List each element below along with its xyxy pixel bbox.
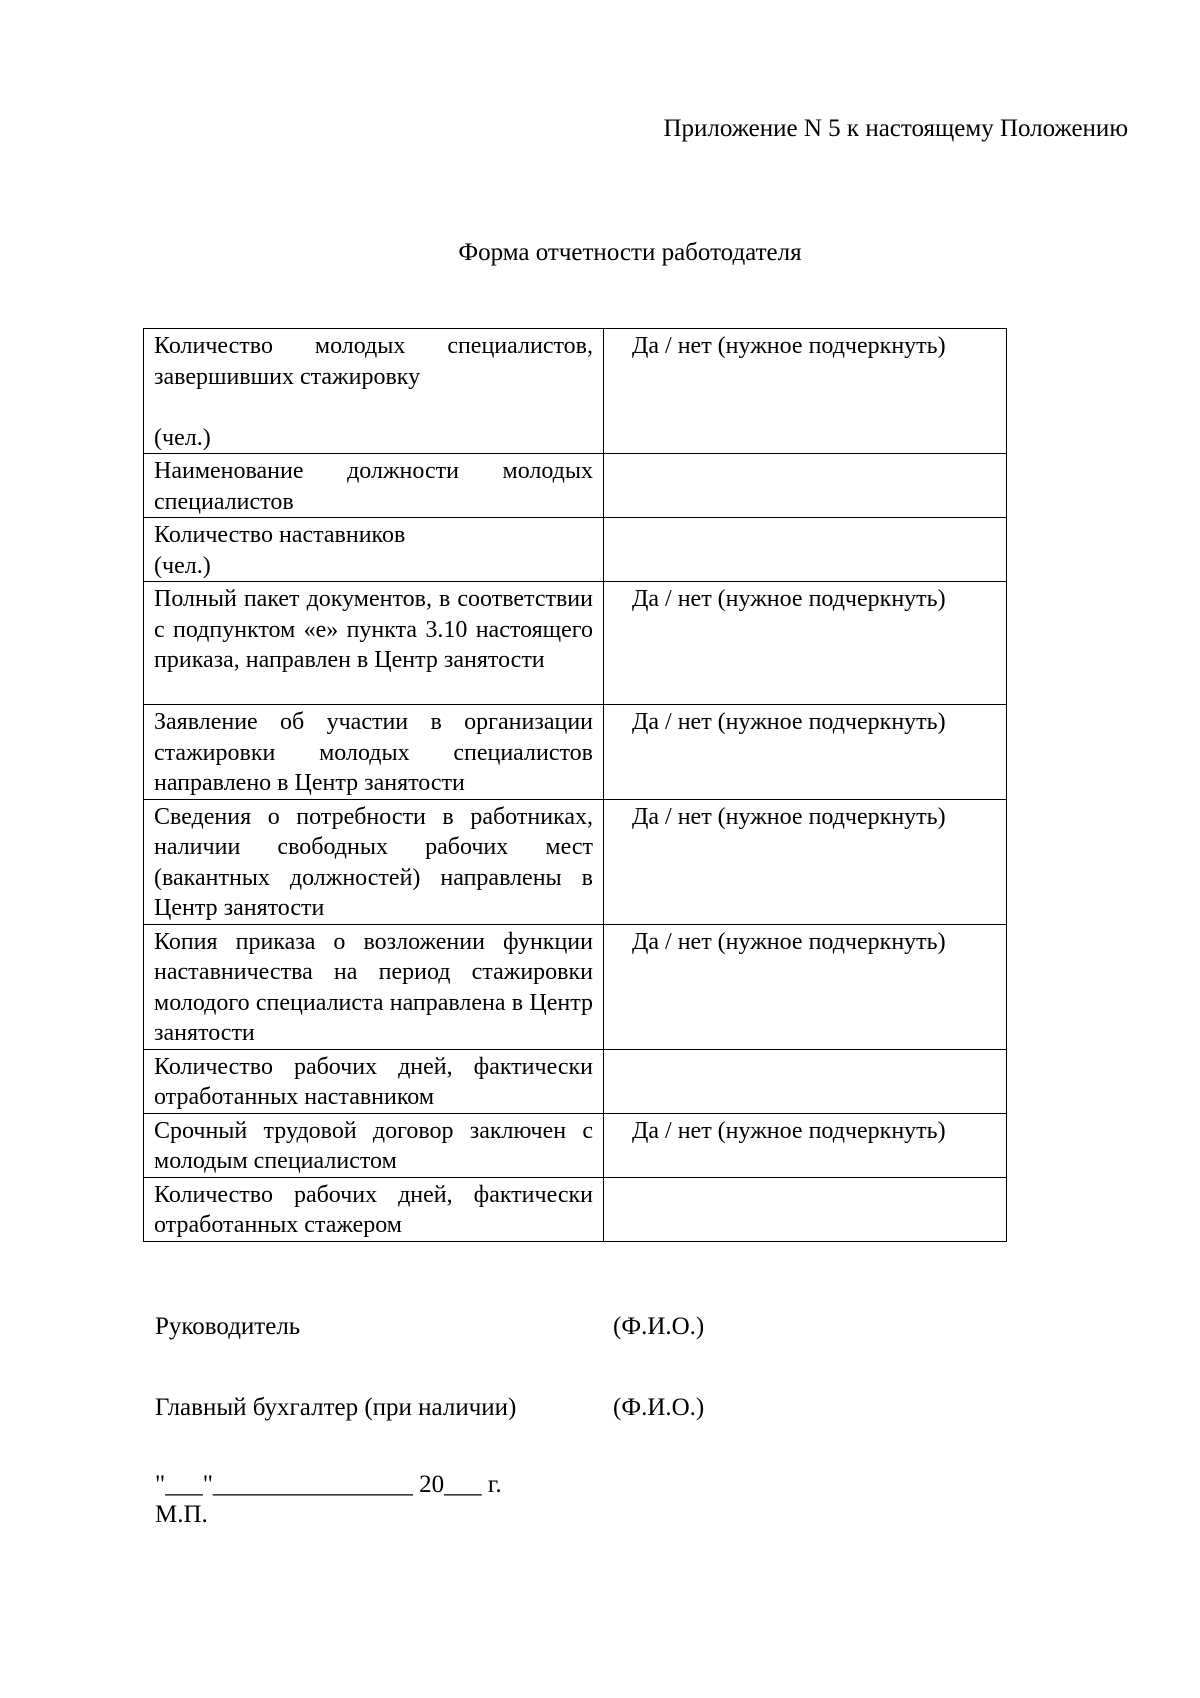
table-row — [144, 924, 1007, 1049]
row-label: Сведения о потребности в работниках, наличии свободных рабочих мест (вакантных должностей) направлены в Центр занятости — [144, 799, 604, 924]
row-value — [604, 1177, 1007, 1241]
row-label: Полный пакет документов, в соответствии с подпунктом «е» пункта 3.10 настоящего приказа, направлен в Центр занятости — [144, 582, 604, 705]
stamp-place: М.П. — [155, 1501, 208, 1528]
row-value: Да / нет (нужное подчеркнуть) — [604, 1113, 1007, 1177]
row-value: Да / нет (нужное подчеркнуть) — [604, 799, 1007, 924]
report-table — [143, 328, 1007, 1242]
row-label: Наименование должности молодых специалистов — [144, 454, 604, 518]
table-row — [144, 799, 1007, 924]
row-label: Заявление об участии в организации стажировки молодых специалистов направлено в Центр занятости — [144, 705, 604, 800]
table-row — [144, 1177, 1007, 1241]
head-signature-line — [155, 1312, 704, 1342]
table-row — [144, 1113, 1007, 1177]
row-label: Количество молодых специалистов, завершивших стажировку (чел.) — [144, 329, 604, 454]
head-label: Руководитель — [155, 1313, 301, 1340]
table-row — [144, 518, 1007, 582]
row-value: Да / нет (нужное подчеркнуть) — [604, 582, 1007, 705]
row-label: Копия приказа о возложении функции наставничества на период стажировки молодого специалиста направлена в Центр занятости — [144, 924, 604, 1049]
row-label: Количество наставников (чел.) — [144, 518, 604, 582]
accountant-fio: (Ф.И.О.) — [613, 1394, 705, 1421]
row-value — [604, 518, 1007, 582]
form-title: Форма отчетности работодателя — [458, 239, 802, 266]
accountant-signature-line — [155, 1393, 704, 1423]
date-line: "___"________________ 20___ г. — [155, 1471, 502, 1498]
table-row — [144, 329, 1007, 454]
table-row — [144, 705, 1007, 800]
row-value — [604, 454, 1007, 518]
row-value: Да / нет (нужное подчеркнуть) — [604, 329, 1007, 454]
row-value — [604, 1049, 1007, 1113]
row-label: Срочный трудовой договор заключен с молодым специалистом — [144, 1113, 604, 1177]
row-label: Количество рабочих дней, фактически отработанных стажером — [144, 1177, 604, 1241]
table-row — [144, 454, 1007, 518]
table-row — [144, 582, 1007, 705]
row-value: Да / нет (нужное подчеркнуть) — [604, 705, 1007, 800]
appendix-note: Приложение N 5 к настоящему Положению — [663, 115, 1128, 142]
row-value: Да / нет (нужное подчеркнуть) — [604, 924, 1007, 1049]
table-row — [144, 1049, 1007, 1113]
row-label: Количество рабочих дней, фактически отработанных наставником — [144, 1049, 604, 1113]
accountant-label: Главный бухгалтер (при наличии) — [155, 1394, 517, 1421]
head-fio: (Ф.И.О.) — [613, 1313, 705, 1340]
